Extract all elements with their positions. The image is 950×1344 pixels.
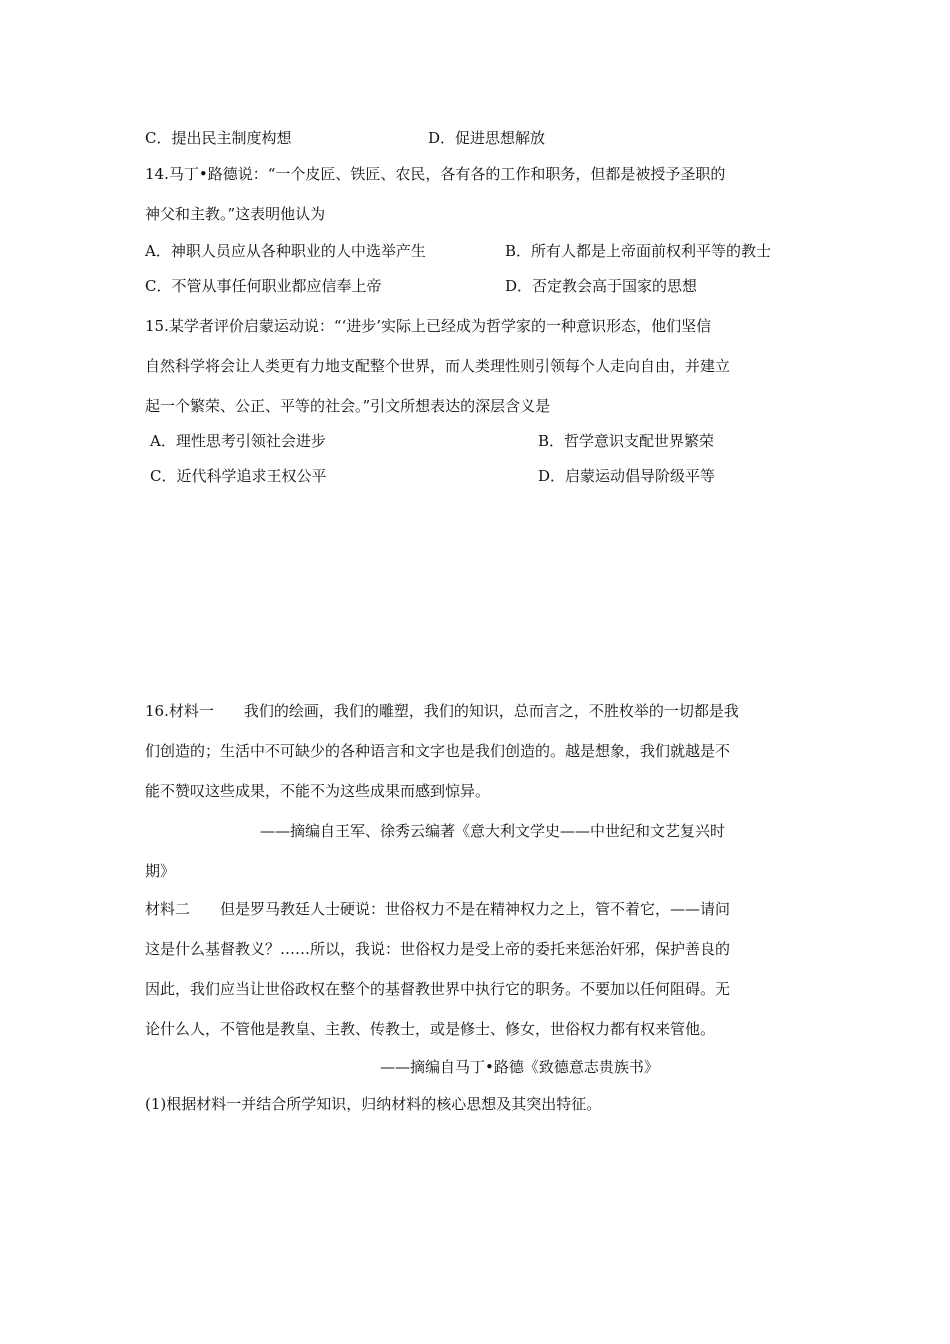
q16-material2-line1: 材料二 但是罗马教廷人士硬说：世俗权力不是在精神权力之上，管不着它，——请问 xyxy=(145,900,731,918)
q15-option-b: B．哲学意识支配世界繁荣 xyxy=(538,432,715,450)
q16-material2-line3: 因此，我们应当让世俗政权在整个的基督教世界中执行它的职务。不要加以任何阻碍。无 xyxy=(145,980,731,998)
q14-stem-line2: 神父和主教。”这表明他认为 xyxy=(145,205,326,223)
q14-option-d: D．否定教会高于国家的思想 xyxy=(505,277,698,295)
q14-stem-line1: 14.马丁•路德说：“一个皮匠、铁匠、农民，各有各的工作和职务，但都是被授予圣职的 xyxy=(145,165,726,183)
q15-stem-line3: 起一个繁荣、公正、平等的社会。”引文所想表达的深层含义是 xyxy=(145,397,551,415)
q15-option-d: D．启蒙运动倡导阶级平等 xyxy=(538,467,716,485)
q16-material2-line4: 论什么人，不管他是教皇、主教、传教士，或是修士、修女，世俗权力都有权来管他。 xyxy=(145,1020,716,1038)
q16-material1-line1: 16.材料一 我们的绘画，我们的雕塑，我们的知识，总而言之，不胜枚举的一切都是我 xyxy=(145,702,739,720)
q14-option-a: A．神职人员应从各种职业的人中选举产生 xyxy=(145,242,426,260)
q16-material1-line2: 们创造的；生活中不可缺少的各种语言和文字也是我们创造的。越是想象，我们就越是不 xyxy=(145,742,731,760)
q16-material1-source-line2: 期》 xyxy=(145,862,176,880)
q15-stem-line2: 自然科学将会让人类更有力地支配整个世界，而人类理性则引领每个人走向自由，并建立 xyxy=(145,357,731,375)
q15-stem-line1: 15.某学者评价启蒙运动说：“‘进步’实际上已经成为哲学家的一种意识形态，他们坚信 xyxy=(145,317,712,335)
q16-material2-line2: 这是什么基督教义？……所以，我说：世俗权力是受上帝的委托来惩治奸邪，保护善良的 xyxy=(145,940,731,958)
q14-option-c: C．不管从事任何职业都应信奉上帝 xyxy=(145,277,382,295)
q15-option-c: C．近代科学追求王权公平 xyxy=(150,467,327,485)
q16-material2-source: ——摘编自马丁•路德《致德意志贵族书》 xyxy=(380,1058,659,1076)
q16-material1-source-line1: ——摘编自王军、徐秀云编著《意大利文学史——中世纪和文艺复兴时 xyxy=(260,822,726,840)
q13-option-d: D．促进思想解放 xyxy=(428,129,546,147)
q16-material1-line3: 能不赞叹这些成果，不能不为这些成果而感到惊异。 xyxy=(145,782,491,800)
q15-option-a: A．理性思考引领社会进步 xyxy=(150,432,326,450)
q16-sub-question-1: (1)根据材料一并结合所学知识，归纳材料的核心思想及其突出特征。 xyxy=(145,1095,602,1113)
q14-option-b: B．所有人都是上帝面前权利平等的教士 xyxy=(505,242,772,260)
q13-option-c: C．提出民主制度构想 xyxy=(145,129,292,147)
